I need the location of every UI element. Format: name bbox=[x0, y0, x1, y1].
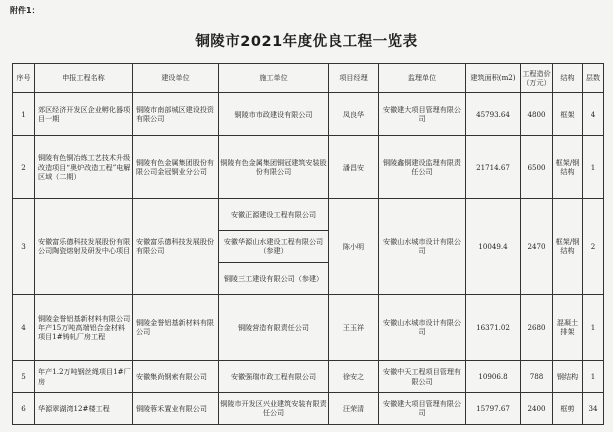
cell-project: 铜陵有色铜冶炼工艺技术升级改造项目“奥炉改造工程”电解区域（二期） bbox=[35, 136, 133, 199]
cell-floors: 1 bbox=[583, 361, 604, 393]
cell-manager: 凤良华 bbox=[329, 93, 379, 136]
cell-project: 铜陵金誉铝基新材料有限公司年产15万吨高端铝合金材料项目1#铸轧厂房工程 bbox=[35, 294, 133, 360]
cell-index: 6 bbox=[13, 392, 35, 424]
cell-structure: 框剪 bbox=[553, 392, 583, 424]
cell-structure: 框架/钢结构 bbox=[553, 136, 583, 199]
cell-contractor: 铜陵营造有限责任公司 bbox=[219, 294, 329, 360]
table-row bbox=[13, 361, 604, 393]
cell-floors: 1 bbox=[583, 294, 604, 360]
project-table bbox=[12, 63, 604, 425]
table-row bbox=[13, 294, 604, 360]
cell-supervisor: 安徽建大项目管理有限公司 bbox=[379, 392, 466, 424]
cell-cost: 788 bbox=[521, 361, 553, 393]
cell-project: 安徽富乐德科技发展股份有限公司陶瓷熔射及研发中心项目 bbox=[35, 199, 133, 295]
cell-floors: 1 bbox=[583, 136, 604, 199]
cell-area: 21714.67 bbox=[466, 136, 521, 199]
col-header-area: 建筑面积(m2) bbox=[466, 64, 521, 93]
cell-cost: 2680 bbox=[521, 294, 553, 360]
cell-structure: 混凝土排架 bbox=[553, 294, 583, 360]
table-row bbox=[13, 392, 604, 424]
cell-project: 华源翠湖湾12#楼工程 bbox=[35, 392, 133, 424]
cell-contractor: 安徽华源山水建设工程有限公司（参建） bbox=[219, 231, 329, 263]
cell-manager: 徐安之 bbox=[329, 361, 379, 393]
cell-area: 45793.64 bbox=[466, 93, 521, 136]
cell-supervisor: 安徽建大项目管理有限公司 bbox=[379, 93, 466, 136]
cell-manager: 王玉祥 bbox=[329, 294, 379, 360]
cell-project: 郊区经济开发区企业孵化器项目一期 bbox=[35, 93, 133, 136]
col-header-manager: 项目经理 bbox=[329, 64, 379, 93]
col-header-structure: 结构 bbox=[553, 64, 583, 93]
cell-builder: 铜陵市南部城区建设投资有限公司 bbox=[133, 93, 219, 136]
cell-index: 4 bbox=[13, 294, 35, 360]
cell-builder: 安徽集尚钢索有限公司 bbox=[133, 361, 219, 393]
cell-area: 10906.8 bbox=[466, 361, 521, 393]
cell-cost: 6500 bbox=[521, 136, 553, 199]
cell-structure: 框架 bbox=[553, 93, 583, 136]
cell-contractor: 铜陵三工建设有限公司（参建） bbox=[219, 262, 329, 294]
cell-contractor: 安徽正源建设工程有限公司 bbox=[219, 199, 329, 231]
cell-index: 3 bbox=[13, 199, 35, 295]
col-header-index: 序号 bbox=[13, 64, 35, 93]
cell-contractor: 铜陵有色金属集团铜冠建筑安装股份有限公司 bbox=[219, 136, 329, 199]
table-header-row bbox=[13, 64, 604, 93]
cell-cost: 2400 bbox=[521, 392, 553, 424]
col-header-floors: 层数 bbox=[583, 64, 604, 93]
cell-builder: 铜陵金誉铝基新材料有限公司 bbox=[133, 294, 219, 360]
cell-contractor: 安徽强瑞市政工程有限公司 bbox=[219, 361, 329, 393]
cell-floors: 4 bbox=[583, 93, 604, 136]
cell-supervisor: 安徽山水城市设计有限公司 bbox=[379, 199, 466, 295]
col-header-supervisor: 监理单位 bbox=[379, 64, 466, 93]
cell-contractor: 铜陵市市政建设有限公司 bbox=[219, 93, 329, 136]
cell-builder: 安徽富乐德科技发展股份有限公司 bbox=[133, 199, 219, 295]
cell-builder: 铜陵有色金属集团股份有限公司金冠铜业分公司 bbox=[133, 136, 219, 199]
col-header-cost: 工程造价（万元） bbox=[521, 64, 553, 93]
cell-index: 2 bbox=[13, 136, 35, 199]
cell-floors: 34 bbox=[583, 392, 604, 424]
cell-contractor: 铜陵市开发区兴业建筑安装有限责任公司 bbox=[219, 392, 329, 424]
cell-area: 10049.4 bbox=[466, 199, 521, 295]
cell-cost: 4800 bbox=[521, 93, 553, 136]
cell-supervisor: 安徽中天工程项目管理有限公司 bbox=[379, 361, 466, 393]
col-header-project: 申报工程名称 bbox=[35, 64, 133, 93]
col-header-contractor: 施工单位 bbox=[219, 64, 329, 93]
table-row bbox=[13, 136, 604, 199]
cell-area: 15797.67 bbox=[466, 392, 521, 424]
cell-floors: 2 bbox=[583, 199, 604, 295]
attachment-label: 附件1： bbox=[10, 6, 40, 15]
col-header-builder: 建设单位 bbox=[133, 64, 219, 93]
table-row bbox=[13, 199, 604, 231]
cell-manager: 陈小明 bbox=[329, 199, 379, 295]
cell-structure: 框架/钢结构 bbox=[553, 199, 583, 295]
cell-manager: 潘昌安 bbox=[329, 136, 379, 199]
cell-project: 年产1.2万吨钢丝绳项目1#厂房 bbox=[35, 361, 133, 393]
cell-supervisor: 铜陵鑫铜建设监理有限责任公司 bbox=[379, 136, 466, 199]
cell-manager: 汪荣清 bbox=[329, 392, 379, 424]
table-row bbox=[13, 93, 604, 136]
cell-area: 16371.02 bbox=[466, 294, 521, 360]
cell-index: 5 bbox=[13, 361, 35, 393]
cell-supervisor: 安徽山水城市设计有限公司 bbox=[379, 294, 466, 360]
cell-builder: 铜陵蓉禾置业有限公司 bbox=[133, 392, 219, 424]
cell-structure: 钢结构 bbox=[553, 361, 583, 393]
page-title: 铜陵市2021年度优良工程一览表 bbox=[195, 34, 418, 50]
cell-cost: 2470 bbox=[521, 199, 553, 295]
cell-index: 1 bbox=[13, 93, 35, 136]
